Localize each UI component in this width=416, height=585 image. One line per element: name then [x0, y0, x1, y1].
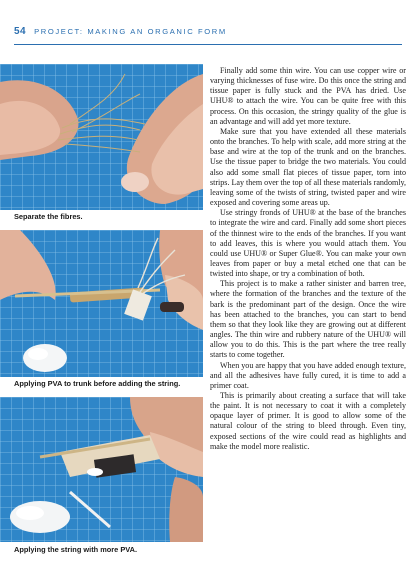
page-number: 54	[14, 26, 27, 37]
photo-separate-fibres	[0, 64, 203, 210]
page-header	[14, 26, 402, 40]
paragraph: When you are happy that you have added enough texture, and all the adhesives have fully cured, it is time to add a primer coat.	[210, 360, 406, 390]
figure-caption: Applying PVA to trunk before adding the string.	[14, 379, 181, 388]
paragraph: Finally add some thin wire. You can use copper wire or varying thicknesses of fuse wire. Do this once the string and tissue paper is fully stuck and the PVA has dried. Use UHU® to attach the wire. You can be quite free with this process. On this occasion, the stringy quality of the glue is an advantage and will add yet more texture.	[210, 66, 406, 126]
section-title: PROJECT: MAKING AN ORGANIC FORM	[34, 27, 227, 36]
paragraph: This is primarily about creating a surface that will take the paint. It is not necessary to coat it with a completely opaque layer of primer. It is good to allow some of the natural colour of the string to bleed through. Even tiny, exposed sections of the wire could read as highlights and make the model more realistic.	[210, 391, 406, 451]
paragraph: This project is to make a rather sinister and barren tree, where the formation of the branches and the texture of the bark is the predominant part of the design. Once the wire has been attached to the branches, you can start to bend them so that they look like they are growing out at different angles. The thin wire and rubbery nature of the UHU® will allow you to do this. This is the part where the tree really starts to come together.	[210, 279, 406, 360]
photo-applying-string	[0, 397, 203, 542]
header-rule	[14, 44, 402, 45]
figure-caption: Separate the fibres.	[14, 212, 83, 221]
body-text	[210, 66, 406, 578]
paragraph: Make sure that you have extended all these materials onto the branches. To help with scale, add more string at the base and wire at the top of the trunk and on the branches. Use the tissue paper to bridge the two materials. You could also add some small flat pieces of tissue paper, torn into strips. Lay them over the top of all these materials randomly, leaving some of the twists of string, twisted paper and wire exposed and covering some areas up.	[210, 126, 406, 208]
figure-caption: Applying the string with more PVA.	[14, 545, 138, 554]
photo-applying-pva	[0, 230, 203, 377]
paragraph: Use stringy fronds of UHU® at the base of the branches to integrate the wire and card. Finally add some short pieces of the thinnest wire to the ends of the branches. If you want to add leaves, this is where you would attach them. You could use UHU® or Super Glue®. You can make your own leaves from paper or buy a metal etched one that can be twisted into shape, or try a combination of both.	[210, 208, 406, 279]
